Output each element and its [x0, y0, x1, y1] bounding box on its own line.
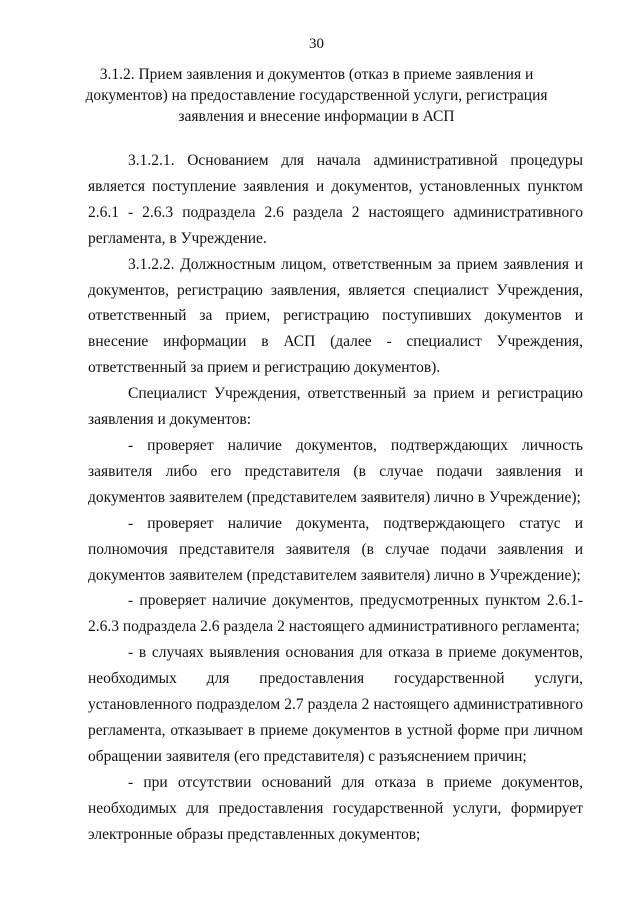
section-heading	[60, 64, 573, 127]
paragraph-3-1-2-2: 3.1.2.2. Должностным лицом, ответственным за прием заявления и документов, регистрацию заявления, является специалист Учреждения, ответственный за прием, регистрацию поступивших документов и внесение информации в АСП (далее - специалист Учреждения, ответственный за прием и регистрацию документов).	[88, 255, 583, 377]
list-item-electronic-images: - при отсутствии оснований для отказа в приеме документов, необходимых для предоставления государственной услуги, формирует электронные образы представленных документов;	[88, 773, 583, 843]
document-body	[88, 148, 583, 847]
list-item-authority-check: - проверяет наличие документа, подтверждающего статус и полномочия представителя заявителя (в случае подачи заявления и документов заявителем (представителем заявителя) лично в Учреждение);	[88, 514, 583, 584]
paragraph-specialist-intro: Специалист Учреждения, ответственный за прием и регистрацию заявления и документов:	[88, 385, 583, 429]
heading-line-3: заявления и внесение информации в АСП	[178, 108, 455, 125]
heading-line-1: 3.1.2. Прием заявления и документов (отказ в приеме заявления и	[99, 66, 534, 83]
page-number: 30	[309, 36, 324, 52]
heading-line-2: документов) на предоставление государственной услуги, регистрация	[85, 87, 548, 104]
list-item-identity-check: - проверяет наличие документов, подтверждающих личность заявителя либо его представителя (в случае подачи заявления и документов заявителем (представителем заявителя) лично в Учреждение);	[88, 436, 583, 506]
list-item-documents-check: - проверяет наличие документов, предусмотренных пунктом 2.6.1-2.6.3 подраздела 2.6 раздела 2 настоящего административного регламента;	[88, 592, 583, 636]
paragraph-3-1-2-1: 3.1.2.1. Основанием для начала административной процедуры является поступление заявления и документов, установленных пунктом 2.6.1 - 2.6.3 подраздела 2.6 раздела 2 настоящего административного регламента, в Учреждение.	[88, 152, 583, 247]
list-item-refusal: - в случаях выявления основания для отказа в приеме документов, необходимых для предоставления государственной услуги, установленного подразделом 2.7 раздела 2 настоящего административного регламента, отказывает в приеме документов в устной форме при личном обращении заявителя (его представителя) с разъяснением причин;	[88, 644, 583, 765]
